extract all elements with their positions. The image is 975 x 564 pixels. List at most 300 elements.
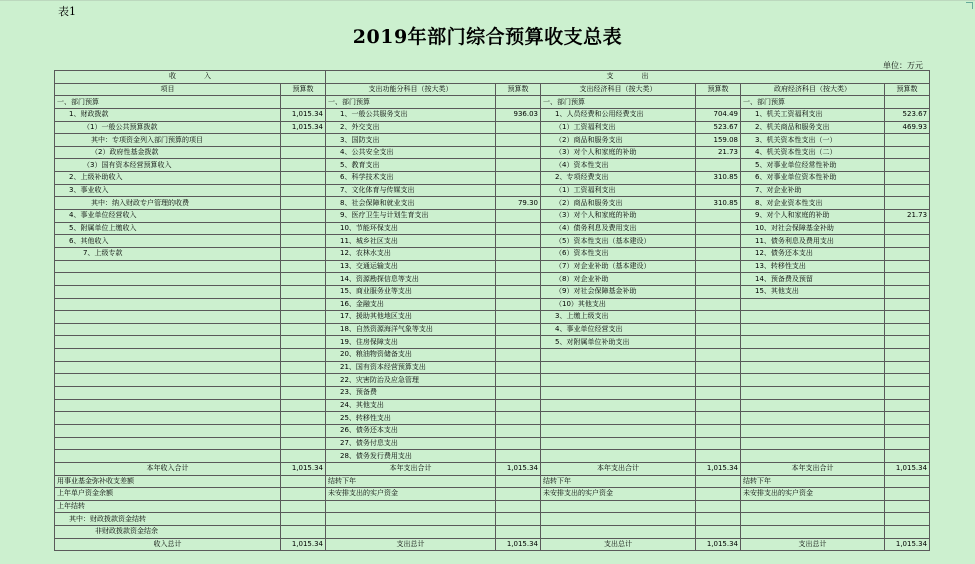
- income-amount: [281, 526, 326, 539]
- unit-label: 单位：万元: [883, 61, 923, 70]
- income-item: 非财政拨款资金结余: [55, 526, 281, 539]
- func-item: 16、金融支出: [326, 298, 496, 311]
- gov-item: 11、债务利息及费用支出: [741, 235, 885, 248]
- func-item: 9、医疗卫生与计划生育支出: [326, 210, 496, 223]
- gov-item: [741, 336, 885, 349]
- gov-amount: [885, 159, 930, 172]
- income-amount: [281, 285, 326, 298]
- func-amount: [496, 361, 541, 374]
- func-amount: [496, 488, 541, 501]
- table-row: [55, 361, 930, 374]
- gov-amount: [885, 285, 930, 298]
- income-amount: [281, 475, 326, 488]
- table-row: [55, 285, 930, 298]
- table-row: [55, 513, 930, 526]
- func-item: [326, 500, 496, 513]
- income-amount: [281, 349, 326, 362]
- income-item: [55, 260, 281, 273]
- income-amount: [281, 399, 326, 412]
- gov-item: [741, 298, 885, 311]
- econ-amount: [696, 222, 741, 235]
- income-amount: [281, 450, 326, 463]
- table-row: [55, 336, 930, 349]
- table-row: [55, 96, 930, 109]
- income-item: 本年收入合计: [55, 462, 281, 475]
- econ-item: 5、对附属单位补助支出: [541, 336, 696, 349]
- econ-item: 一、部门预算: [541, 96, 696, 109]
- gov-item: 12、债务还本支出: [741, 247, 885, 260]
- gov-item: 6、对事业单位资本性补助: [741, 172, 885, 185]
- econ-amount: [696, 475, 741, 488]
- col-header-func-category: 支出功能分科目（按大类）: [326, 83, 496, 96]
- table-row: [55, 235, 930, 248]
- table-row: [55, 172, 930, 185]
- table-row: [55, 121, 930, 134]
- func-amount: [496, 96, 541, 109]
- gov-item: 4、机关资本性支出（二）: [741, 146, 885, 159]
- table-row: [55, 222, 930, 235]
- econ-item: 支出总计: [541, 538, 696, 551]
- gov-amount: [885, 172, 930, 185]
- econ-item: （5）资本性支出（基本建设）: [541, 235, 696, 248]
- econ-item: 结转下年: [541, 475, 696, 488]
- gov-amount: [885, 273, 930, 286]
- gov-amount: [885, 488, 930, 501]
- col-header-gov-econ-category: 政府经济科目（按大类）: [741, 83, 885, 96]
- table-row: [55, 387, 930, 400]
- income-item: [55, 450, 281, 463]
- func-amount: [496, 260, 541, 273]
- income-item: [55, 311, 281, 324]
- econ-amount: [696, 488, 741, 501]
- econ-item: （10）其他支出: [541, 298, 696, 311]
- econ-item: （1）工资福利支出: [541, 184, 696, 197]
- income-group-header: 收 入: [55, 71, 326, 84]
- econ-item: [541, 450, 696, 463]
- gov-item: 13、转移性支出: [741, 260, 885, 273]
- func-item: [326, 513, 496, 526]
- gov-item: 15、其他支出: [741, 285, 885, 298]
- econ-amount: [696, 374, 741, 387]
- func-item: 14、资源勘探信息等支出: [326, 273, 496, 286]
- func-amount: [496, 298, 541, 311]
- func-item: 1、一般公共服务支出: [326, 108, 496, 121]
- func-amount: [496, 323, 541, 336]
- income-amount: [281, 374, 326, 387]
- econ-item: [541, 437, 696, 450]
- income-amount: [281, 513, 326, 526]
- income-amount: [281, 210, 326, 223]
- func-item: 27、债务付息支出: [326, 437, 496, 450]
- econ-amount: [696, 399, 741, 412]
- income-item: 6、其他收入: [55, 235, 281, 248]
- income-item: 用事业基金弥补收支差额: [55, 475, 281, 488]
- func-amount: 1,015.34: [496, 462, 541, 475]
- econ-amount: [696, 247, 741, 260]
- gov-amount: [885, 387, 930, 400]
- func-amount: 936.03: [496, 108, 541, 121]
- income-item: [55, 298, 281, 311]
- gov-amount: [885, 349, 930, 362]
- func-amount: [496, 184, 541, 197]
- income-amount: [281, 424, 326, 437]
- econ-item: （6）资本性支出: [541, 247, 696, 260]
- func-amount: 1,015.34: [496, 538, 541, 551]
- econ-item: （2）商品和服务支出: [541, 134, 696, 147]
- econ-item: [541, 424, 696, 437]
- func-item: 2、外交支出: [326, 121, 496, 134]
- income-item: 其中：纳入财政专户管理的收费: [55, 197, 281, 210]
- table-row: [55, 399, 930, 412]
- income-amount: [281, 273, 326, 286]
- income-item: [55, 399, 281, 412]
- func-amount: [496, 349, 541, 362]
- econ-amount: 523.67: [696, 121, 741, 134]
- func-item: 8、社会保障和就业支出: [326, 197, 496, 210]
- func-item: 21、国有资本经营预算支出: [326, 361, 496, 374]
- income-item: 1、财政拨款: [55, 108, 281, 121]
- func-amount: [496, 222, 541, 235]
- gov-amount: [885, 361, 930, 374]
- gov-amount: 1,015.34: [885, 462, 930, 475]
- econ-item: （9）对社会保障基金补助: [541, 285, 696, 298]
- func-item: 本年支出合计: [326, 462, 496, 475]
- func-amount: [496, 247, 541, 260]
- gov-item: 14、预备费及预留: [741, 273, 885, 286]
- income-item: 2、上级补助收入: [55, 172, 281, 185]
- table-row: [55, 488, 930, 501]
- gov-amount: [885, 222, 930, 235]
- income-amount: [281, 159, 326, 172]
- income-item: [55, 424, 281, 437]
- econ-item: [541, 387, 696, 400]
- econ-amount: [696, 285, 741, 298]
- table-row: [55, 298, 930, 311]
- income-item: 其中：财政拨款资金结转: [55, 513, 281, 526]
- table-row: [55, 210, 930, 223]
- income-amount: 1,015.34: [281, 462, 326, 475]
- func-item: 23、预备费: [326, 387, 496, 400]
- table-row: [55, 247, 930, 260]
- gov-amount: [885, 260, 930, 273]
- econ-amount: [696, 450, 741, 463]
- econ-amount: [696, 210, 741, 223]
- func-amount: [496, 450, 541, 463]
- func-item: 未安排支出的实户资金: [326, 488, 496, 501]
- econ-item: [541, 374, 696, 387]
- table-row: [55, 450, 930, 463]
- gov-amount: [885, 134, 930, 147]
- income-item: [55, 349, 281, 362]
- gov-amount: [885, 96, 930, 109]
- income-item: [55, 285, 281, 298]
- gov-amount: [885, 197, 930, 210]
- table-row: [55, 108, 930, 121]
- gov-amount: [885, 184, 930, 197]
- budget-table: [54, 70, 930, 551]
- table-row: [55, 323, 930, 336]
- income-item: [55, 437, 281, 450]
- col-header-econ-category: 支出经济科目（按大类）: [541, 83, 696, 96]
- gov-amount: [885, 374, 930, 387]
- table-row: [55, 462, 930, 475]
- econ-amount: 310.85: [696, 172, 741, 185]
- econ-amount: [696, 159, 741, 172]
- econ-amount: [696, 349, 741, 362]
- func-amount: 79.30: [496, 197, 541, 210]
- table-row: [55, 146, 930, 159]
- func-amount: [496, 336, 541, 349]
- income-amount: 1,015.34: [281, 108, 326, 121]
- table-row: [55, 526, 930, 539]
- table-row: [55, 424, 930, 437]
- econ-item: （1）工资福利支出: [541, 121, 696, 134]
- func-item: 22、灾害防治及应急管理: [326, 374, 496, 387]
- income-item: 7、上级专款: [55, 247, 281, 260]
- func-item: 28、债务发行费用支出: [326, 450, 496, 463]
- func-amount: [496, 285, 541, 298]
- func-amount: [496, 475, 541, 488]
- func-amount: [496, 513, 541, 526]
- econ-item: （4）资本性支出: [541, 159, 696, 172]
- func-amount: [496, 374, 541, 387]
- func-item: [326, 526, 496, 539]
- gov-item: 1、机关工资福利支出: [741, 108, 885, 121]
- gov-amount: 1,015.34: [885, 538, 930, 551]
- econ-amount: [696, 96, 741, 109]
- econ-amount: [696, 513, 741, 526]
- econ-item: [541, 412, 696, 425]
- income-amount: 1,015.34: [281, 538, 326, 551]
- income-item: 上年单户资金余额: [55, 488, 281, 501]
- gov-amount: [885, 323, 930, 336]
- col-header-item: 项目: [55, 83, 281, 96]
- func-amount: [496, 210, 541, 223]
- func-amount: [496, 121, 541, 134]
- gov-item: 本年支出合计: [741, 462, 885, 475]
- econ-item: （3）对个人和家庭的补助: [541, 146, 696, 159]
- func-amount: [496, 235, 541, 248]
- table-row: [55, 349, 930, 362]
- gov-amount: [885, 146, 930, 159]
- income-amount: [281, 172, 326, 185]
- table-row: [55, 197, 930, 210]
- table-row: [55, 260, 930, 273]
- econ-amount: [696, 361, 741, 374]
- econ-amount: 1,015.34: [696, 538, 741, 551]
- func-item: 17、援助其他地区支出: [326, 311, 496, 324]
- income-amount: [281, 323, 326, 336]
- func-item: 6、科学技术支出: [326, 172, 496, 185]
- func-item: 13、交通运输支出: [326, 260, 496, 273]
- gov-amount: [885, 247, 930, 260]
- econ-amount: [696, 260, 741, 273]
- econ-amount: 310.85: [696, 197, 741, 210]
- gov-amount: [885, 298, 930, 311]
- gov-amount: [885, 526, 930, 539]
- func-item: 结转下年: [326, 475, 496, 488]
- income-item: （3）国有资本经营预算收入: [55, 159, 281, 172]
- func-item: 25、转移性支出: [326, 412, 496, 425]
- func-amount: [496, 399, 541, 412]
- gov-item: 2、机关商品和服务支出: [741, 121, 885, 134]
- econ-item: （2）商品和服务支出: [541, 197, 696, 210]
- gov-item: 10、对社会保障基金补助: [741, 222, 885, 235]
- col-header-budget: 预算数: [696, 83, 741, 96]
- income-item: （1）一般公共预算拨款: [55, 121, 281, 134]
- col-header-budget: 预算数: [281, 83, 326, 96]
- group-header-row: [55, 71, 930, 84]
- func-item: 26、债务还本支出: [326, 424, 496, 437]
- gov-amount: 469.93: [885, 121, 930, 134]
- table-row: [55, 412, 930, 425]
- gov-item: 9、对个人和家庭的补助: [741, 210, 885, 223]
- gov-amount: 523.67: [885, 108, 930, 121]
- func-amount: [496, 134, 541, 147]
- gov-item: [741, 424, 885, 437]
- econ-amount: [696, 387, 741, 400]
- income-item: [55, 374, 281, 387]
- func-item: 12、农林水支出: [326, 247, 496, 260]
- func-item: 4、公共安全支出: [326, 146, 496, 159]
- income-amount: [281, 134, 326, 147]
- income-item: [55, 273, 281, 286]
- econ-amount: [696, 500, 741, 513]
- gov-amount: [885, 437, 930, 450]
- gov-item: [741, 374, 885, 387]
- income-amount: [281, 197, 326, 210]
- income-amount: [281, 336, 326, 349]
- income-amount: [281, 361, 326, 374]
- table-row: [55, 273, 930, 286]
- table-row: [55, 538, 930, 551]
- expense-group-header: 支 出: [326, 71, 930, 84]
- income-item: 一、部门预算: [55, 96, 281, 109]
- func-item: 支出总计: [326, 538, 496, 551]
- gov-item: [741, 387, 885, 400]
- econ-item: （4）债务利息及费用支出: [541, 222, 696, 235]
- gov-item: [741, 412, 885, 425]
- econ-item: （7）对企业补助（基本建设）: [541, 260, 696, 273]
- income-item: [55, 387, 281, 400]
- gov-item: 支出总计: [741, 538, 885, 551]
- econ-amount: [696, 298, 741, 311]
- func-item: 15、商业服务业等支出: [326, 285, 496, 298]
- econ-item: [541, 513, 696, 526]
- econ-item: [541, 399, 696, 412]
- income-amount: 1,015.34: [281, 121, 326, 134]
- gov-amount: 21.73: [885, 210, 930, 223]
- income-amount: [281, 235, 326, 248]
- econ-item: [541, 361, 696, 374]
- econ-amount: 159.08: [696, 134, 741, 147]
- gov-item: [741, 526, 885, 539]
- func-item: 10、节能环保支出: [326, 222, 496, 235]
- gov-item: [741, 500, 885, 513]
- income-amount: [281, 298, 326, 311]
- econ-amount: [696, 437, 741, 450]
- income-item: 4、事业单位经营收入: [55, 210, 281, 223]
- econ-item: [541, 500, 696, 513]
- table-row: [55, 159, 930, 172]
- func-amount: [496, 146, 541, 159]
- econ-amount: [696, 424, 741, 437]
- gov-amount: [885, 399, 930, 412]
- gov-item: 结转下年: [741, 475, 885, 488]
- econ-amount: [696, 336, 741, 349]
- gov-amount: [885, 336, 930, 349]
- func-item: 18、自然资源海洋气象等支出: [326, 323, 496, 336]
- func-item: 3、国防支出: [326, 134, 496, 147]
- column-header-row: [55, 83, 930, 96]
- gov-amount: [885, 450, 930, 463]
- econ-item: 本年支出合计: [541, 462, 696, 475]
- income-amount: [281, 222, 326, 235]
- gov-item: [741, 450, 885, 463]
- gov-amount: [885, 412, 930, 425]
- func-amount: [496, 273, 541, 286]
- table-row: [55, 374, 930, 387]
- gov-amount: [885, 424, 930, 437]
- income-item: [55, 412, 281, 425]
- econ-item: [541, 349, 696, 362]
- func-item: 19、住房保障支出: [326, 336, 496, 349]
- income-amount: [281, 260, 326, 273]
- income-item: （2）政府性基金拨款: [55, 146, 281, 159]
- gov-item: [741, 349, 885, 362]
- econ-item: 4、事业单位经营支出: [541, 323, 696, 336]
- income-item: 5、附属单位上缴收入: [55, 222, 281, 235]
- page-title: 2019年部门综合预算收支总表: [352, 26, 623, 48]
- gov-item: 8、对企业资本性支出: [741, 197, 885, 210]
- gov-item: [741, 323, 885, 336]
- income-amount: [281, 96, 326, 109]
- income-amount: [281, 500, 326, 513]
- func-item: 11、城乡社区支出: [326, 235, 496, 248]
- econ-amount: [696, 311, 741, 324]
- gov-item: [741, 361, 885, 374]
- income-amount: [281, 488, 326, 501]
- func-amount: [496, 424, 541, 437]
- gov-item: 7、对企业补助: [741, 184, 885, 197]
- corner-mark: [966, 2, 973, 9]
- income-amount: [281, 247, 326, 260]
- func-amount: [496, 159, 541, 172]
- gov-item: [741, 513, 885, 526]
- gov-item: [741, 399, 885, 412]
- income-amount: [281, 437, 326, 450]
- econ-amount: [696, 235, 741, 248]
- income-item: 收入总计: [55, 538, 281, 551]
- econ-amount: [696, 323, 741, 336]
- econ-item: [541, 526, 696, 539]
- func-amount: [496, 526, 541, 539]
- income-item: [55, 323, 281, 336]
- func-item: 7、文化体育与传媒支出: [326, 184, 496, 197]
- gov-amount: [885, 500, 930, 513]
- gov-item: [741, 311, 885, 324]
- func-item: 20、粮油物资储备支出: [326, 349, 496, 362]
- gov-amount: [885, 235, 930, 248]
- func-amount: [496, 412, 541, 425]
- income-amount: [281, 146, 326, 159]
- econ-amount: 704.49: [696, 108, 741, 121]
- income-item: [55, 361, 281, 374]
- econ-amount: 21.73: [696, 146, 741, 159]
- table-row: [55, 184, 930, 197]
- econ-item: 3、上缴上级支出: [541, 311, 696, 324]
- econ-item: （3）对个人和家庭的补助: [541, 210, 696, 223]
